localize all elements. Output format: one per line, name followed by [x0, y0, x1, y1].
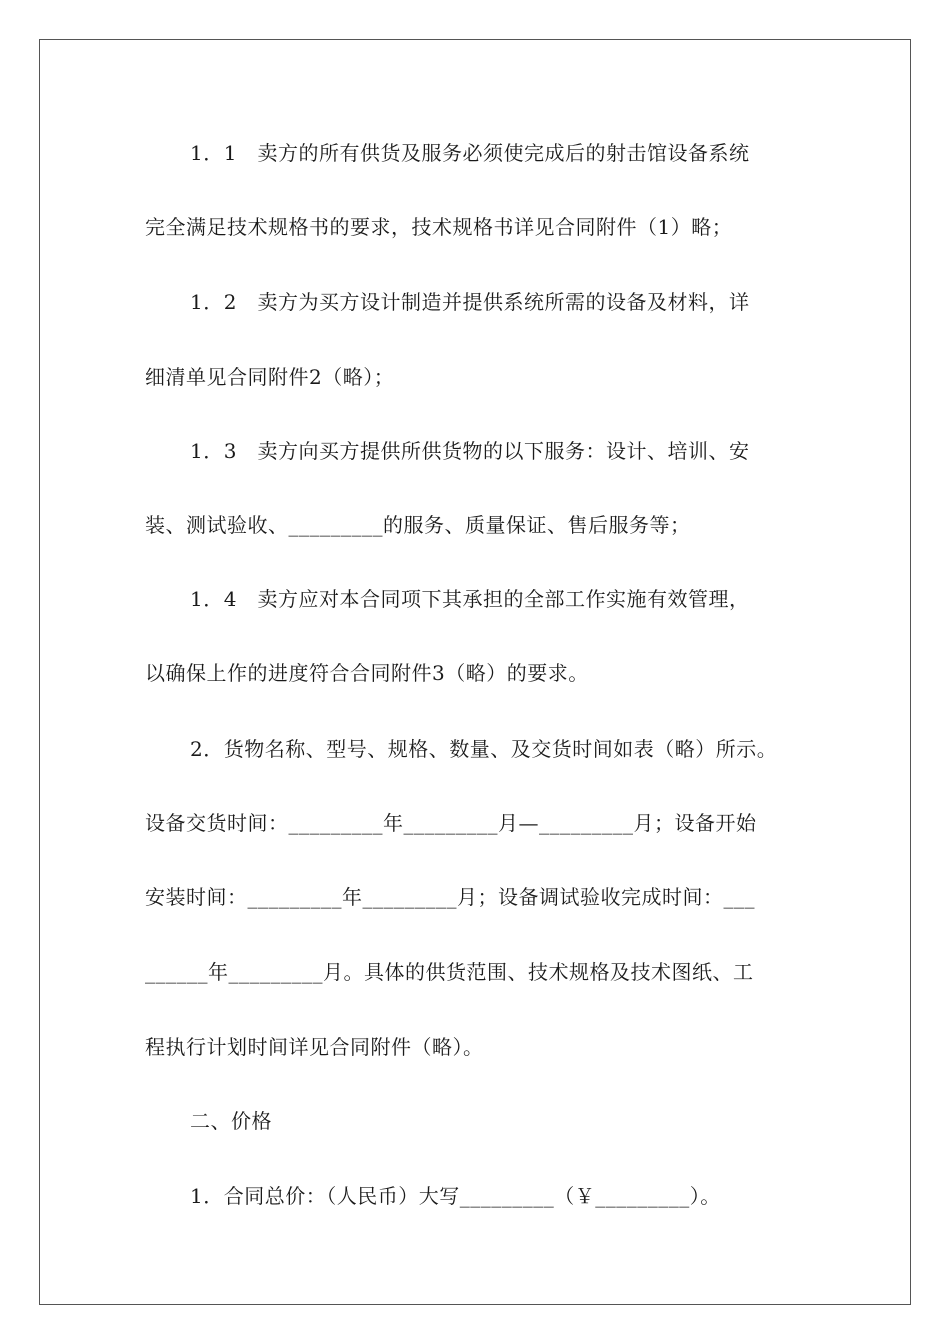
clause-2-line-1: 2．货物名称、型号、规格、数量、及交货时间如表（略）所示。	[190, 737, 778, 761]
clause-1-3-line-2: 装、测试验收、_________的服务、质量保证、售后服务等；	[145, 513, 691, 537]
clause-1-2-line-1: 1．2 卖方为买方设计制造并提供系统所需的设备及材料，详	[190, 290, 750, 314]
clause-2-line-2: 设备交货时间：_________年_________月—_________月；设备开始	[145, 811, 757, 835]
clause-1-2-line-2: 细清单见合同附件2（略）；	[145, 365, 395, 389]
clause-1-1-line-1: 1．1 卖方的所有供货及服务必须使完成后的射击馆设备系统	[190, 141, 750, 165]
clause-2-line-5: 程执行计划时间详见合同附件（略）。	[145, 1035, 484, 1059]
clause-1-1-line-2: 完全满足技术规格书的要求，技术规格书详见合同附件（1）略；	[145, 215, 733, 239]
price-clause-1: 1．合同总价：（人民币）大写_________（￥_________）。	[190, 1184, 721, 1208]
clause-1-4-line-2: 以确保上作的进度符合合同附件3（略）的要求。	[145, 661, 589, 685]
clause-1-4-line-1: 1．4 卖方应对本合同项下其承担的全部工作实施有效管理，	[190, 587, 750, 611]
clause-2-line-3: 安装时间：_________年_________月；设备调试验收完成时间：___	[145, 885, 755, 909]
clause-2-line-4: ______年_________月。具体的供货范围、技术规格及技术图纸、工	[145, 960, 754, 984]
clause-1-3-line-1: 1．3 卖方向买方提供所供货物的以下服务：设计、培训、安	[190, 439, 750, 463]
section-heading-price: 二、价格	[190, 1109, 272, 1133]
